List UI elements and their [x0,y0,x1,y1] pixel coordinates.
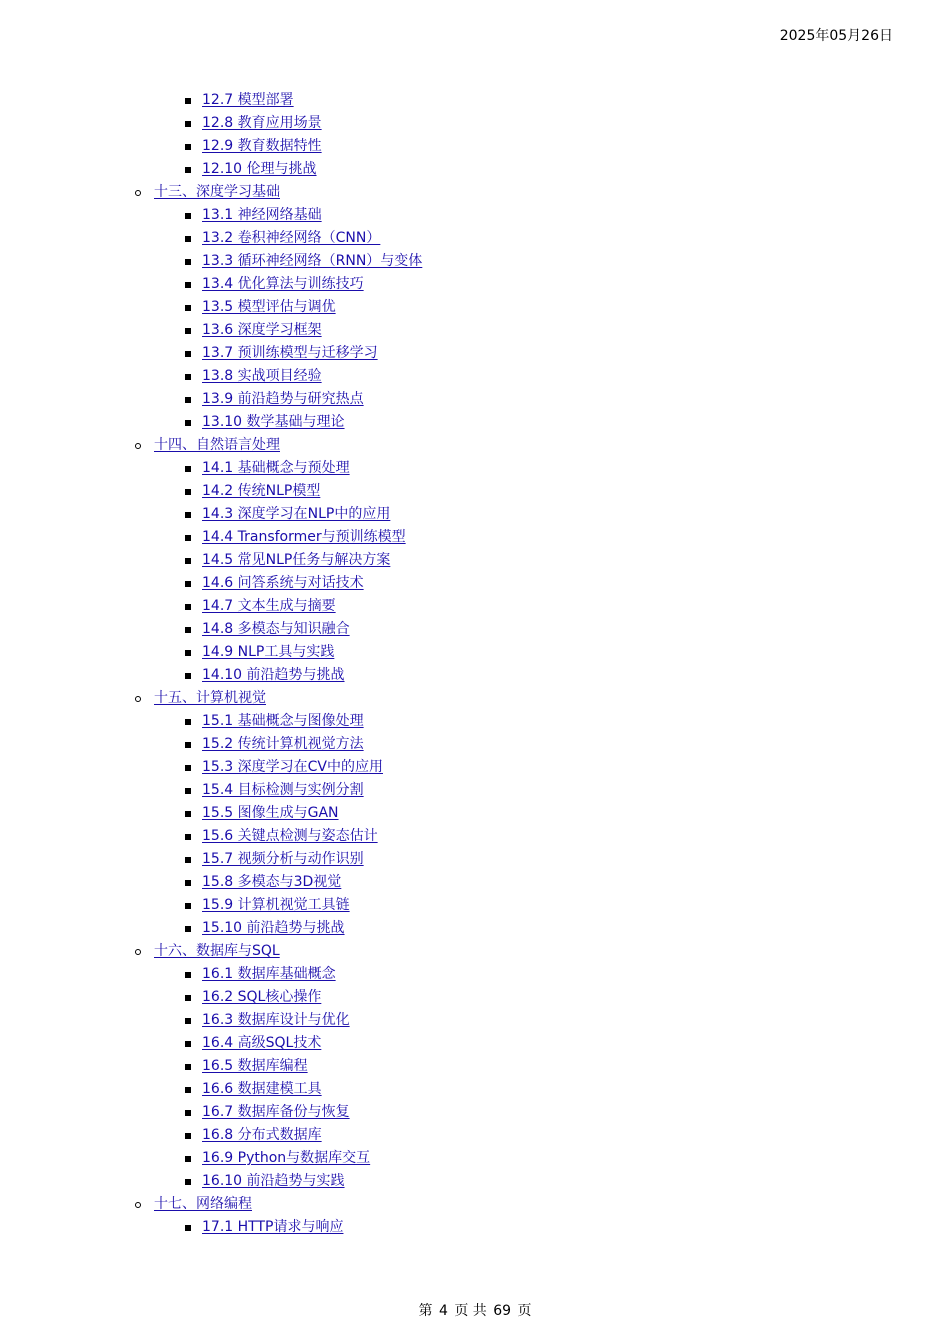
toc-subsection-link[interactable]: 13.7 预训练模型与迁移学习 [202,345,378,361]
hollow-circle-bullet-icon [135,696,141,702]
toc-subsection-link[interactable]: 13.5 模型评估与调优 [202,299,336,315]
toc-subsection-link[interactable]: 12.9 教育数据特性 [202,138,322,154]
footer-middle: 页 共 [454,1303,487,1319]
square-bullet-icon [185,926,191,932]
toc-subsection-link[interactable]: 16.10 前沿趋势与实践 [202,1173,345,1189]
toc-subsection-link[interactable]: 15.8 多模态与3D视觉 [202,874,342,890]
toc-section-item [0,1193,950,1216]
toc-subsection-link[interactable]: 13.9 前沿趋势与研究热点 [202,391,364,407]
square-bullet-icon [185,236,191,242]
square-bullet-icon [185,121,191,127]
toc-subsection-item [0,618,950,641]
square-bullet-icon [185,1179,191,1185]
toc-subsection-link[interactable]: 14.7 文本生成与摘要 [202,598,336,614]
footer-suffix: 页 [517,1303,532,1319]
square-bullet-icon [185,558,191,564]
toc-subsection-link[interactable]: 15.4 目标检测与实例分割 [202,782,364,798]
square-bullet-icon [185,259,191,265]
toc-subsection-item [0,388,950,411]
toc-subsection-link[interactable]: 13.2 卷积神经网络（CNN） [202,230,381,246]
table-of-contents [0,89,950,1239]
toc-subsection-item [0,135,950,158]
toc-subsection-link[interactable]: 16.8 分布式数据库 [202,1127,322,1143]
square-bullet-icon [185,765,191,771]
toc-subsection-item [0,457,950,480]
toc-subsection-link[interactable]: 14.3 深度学习在NLP中的应用 [202,506,391,522]
toc-subsection-link[interactable]: 13.3 循环神经网络（RNN）与变体 [202,253,423,269]
toc-subsection-link[interactable]: 15.10 前沿趋势与挑战 [202,920,345,936]
toc-subsection-item [0,733,950,756]
square-bullet-icon [185,650,191,656]
toc-subsection-item [0,1078,950,1101]
square-bullet-icon [185,1087,191,1093]
toc-subsection-item [0,526,950,549]
square-bullet-icon [185,742,191,748]
footer-prefix: 第 [418,1303,433,1319]
square-bullet-icon [185,857,191,863]
square-bullet-icon [185,328,191,334]
toc-section-link[interactable]: 十六、数据库与SQL [154,943,280,959]
toc-subsection-link[interactable]: 12.7 模型部署 [202,92,294,108]
toc-section-item [0,434,950,457]
toc-subsection-item [0,595,950,618]
toc-subsection-item [0,1032,950,1055]
toc-subsection-link[interactable]: 16.9 Python与数据库交互 [202,1150,371,1166]
toc-subsection-item [0,1009,950,1032]
square-bullet-icon [185,213,191,219]
square-bullet-icon [185,282,191,288]
toc-section-item [0,687,950,710]
square-bullet-icon [185,535,191,541]
current-page-number: 4 [438,1303,448,1319]
toc-subsection-item [0,204,950,227]
square-bullet-icon [185,489,191,495]
square-bullet-icon [185,811,191,817]
toc-subsection-item [0,572,950,595]
toc-subsection-item [0,112,950,135]
toc-subsection-item [0,503,950,526]
square-bullet-icon [185,719,191,725]
toc-subsection-link[interactable]: 16.4 高级SQL技术 [202,1035,322,1051]
square-bullet-icon [185,604,191,610]
toc-subsection-item [0,1170,950,1193]
toc-subsection-item [0,1147,950,1170]
square-bullet-icon [185,995,191,1001]
toc-subsection-item [0,1101,950,1124]
toc-subsection-link[interactable]: 15.5 图像生成与GAN [202,805,339,821]
toc-subsection-link[interactable]: 13.4 优化算法与训练技巧 [202,276,364,292]
toc-subsection-item [0,986,950,1009]
toc-subsection-link[interactable]: 14.9 NLP工具与实践 [202,644,335,660]
square-bullet-icon [185,972,191,978]
toc-subsection-link[interactable]: 14.6 问答系统与对话技术 [202,575,364,591]
toc-subsection-item [0,227,950,250]
toc-section-link[interactable]: 十三、深度学习基础 [154,184,280,200]
toc-subsection-item [0,411,950,434]
square-bullet-icon [185,1133,191,1139]
toc-subsection-link[interactable]: 15.9 计算机视觉工具链 [202,897,350,913]
toc-subsection-link[interactable]: 16.1 数据库基础概念 [202,966,336,982]
toc-subsection-item [0,848,950,871]
toc-subsection-item [0,365,950,388]
toc-subsection-link[interactable]: 13.8 实战项目经验 [202,368,322,384]
toc-subsection-link[interactable]: 17.1 HTTP请求与响应 [202,1219,344,1235]
toc-subsection-link[interactable]: 15.3 深度学习在CV中的应用 [202,759,383,775]
page-date: 2025年05月26日 [779,28,893,44]
toc-subsection-link[interactable]: 16.7 数据库备份与恢复 [202,1104,350,1120]
toc-subsection-item [0,1216,950,1239]
toc-section-item [0,181,950,204]
toc-subsection-link[interactable]: 15.6 关键点检测与姿态估计 [202,828,378,844]
square-bullet-icon [185,834,191,840]
toc-subsection-item [0,710,950,733]
toc-subsection-link[interactable]: 14.5 常见NLP任务与解决方案 [202,552,391,568]
toc-subsection-item [0,664,950,687]
toc-subsection-link[interactable]: 15.7 视频分析与动作识别 [202,851,364,867]
square-bullet-icon [185,374,191,380]
square-bullet-icon [185,144,191,150]
square-bullet-icon [185,880,191,886]
total-page-count: 69 [493,1303,512,1319]
toc-subsection-item [0,89,950,112]
toc-subsection-item [0,894,950,917]
toc-subsection-item [0,319,950,342]
hollow-circle-bullet-icon [135,1202,141,1208]
square-bullet-icon [185,351,191,357]
square-bullet-icon [185,903,191,909]
square-bullet-icon [185,420,191,426]
toc-section-item [0,940,950,963]
hollow-circle-bullet-icon [135,949,141,955]
page-footer [0,1300,950,1320]
toc-subsection-item [0,273,950,296]
square-bullet-icon [185,98,191,104]
toc-subsection-link[interactable]: 12.8 教育应用场景 [202,115,322,131]
toc-subsection-item [0,802,950,825]
toc-subsection-item [0,250,950,273]
toc-subsection-link[interactable]: 15.2 传统计算机视觉方法 [202,736,364,752]
square-bullet-icon [185,581,191,587]
square-bullet-icon [185,1225,191,1231]
toc-subsection-item [0,296,950,319]
toc-subsection-link[interactable]: 14.1 基础概念与预处理 [202,460,350,476]
toc-subsection-item [0,917,950,940]
toc-subsection-item [0,756,950,779]
toc-subsection-item [0,1124,950,1147]
square-bullet-icon [185,1041,191,1047]
toc-section-link[interactable]: 十四、自然语言处理 [154,437,280,453]
square-bullet-icon [185,512,191,518]
hollow-circle-bullet-icon [135,190,141,196]
square-bullet-icon [185,788,191,794]
toc-subsection-link[interactable]: 14.2 传统NLP模型 [202,483,321,499]
toc-subsection-item [0,1055,950,1078]
square-bullet-icon [185,1018,191,1024]
toc-subsection-link[interactable]: 13.10 数学基础与理论 [202,414,345,430]
square-bullet-icon [185,673,191,679]
toc-subsection-link[interactable]: 16.3 数据库设计与优化 [202,1012,350,1028]
square-bullet-icon [185,305,191,311]
toc-subsection-item [0,871,950,894]
toc-subsection-link[interactable]: 14.8 多模态与知识融合 [202,621,350,637]
toc-subsection-item [0,342,950,365]
square-bullet-icon [185,167,191,173]
square-bullet-icon [185,466,191,472]
toc-subsection-link[interactable]: 15.1 基础概念与图像处理 [202,713,364,729]
square-bullet-icon [185,1064,191,1070]
toc-subsection-link[interactable]: 14.10 前沿趋势与挑战 [202,667,345,683]
toc-subsection-link[interactable]: 13.6 深度学习框架 [202,322,322,338]
toc-subsection-item [0,963,950,986]
toc-subsection-item [0,641,950,664]
toc-subsection-link[interactable]: 16.6 数据建模工具 [202,1081,322,1097]
toc-subsection-item [0,158,950,181]
toc-section-link[interactable]: 十五、计算机视觉 [154,690,266,706]
toc-subsection-item [0,825,950,848]
toc-subsection-link[interactable]: 13.1 神经网络基础 [202,207,322,223]
toc-subsection-item [0,549,950,572]
toc-subsection-link[interactable]: 16.2 SQL核心操作 [202,989,322,1005]
square-bullet-icon [185,1156,191,1162]
toc-subsection-item [0,480,950,503]
square-bullet-icon [185,397,191,403]
hollow-circle-bullet-icon [135,443,141,449]
toc-section-link[interactable]: 十七、网络编程 [154,1196,252,1212]
square-bullet-icon [185,1110,191,1116]
toc-subsection-link[interactable]: 14.4 Transformer与预训练模型 [202,529,406,545]
toc-subsection-link[interactable]: 12.10 伦理与挑战 [202,161,317,177]
square-bullet-icon [185,627,191,633]
toc-subsection-item [0,779,950,802]
toc-subsection-link[interactable]: 16.5 数据库编程 [202,1058,308,1074]
